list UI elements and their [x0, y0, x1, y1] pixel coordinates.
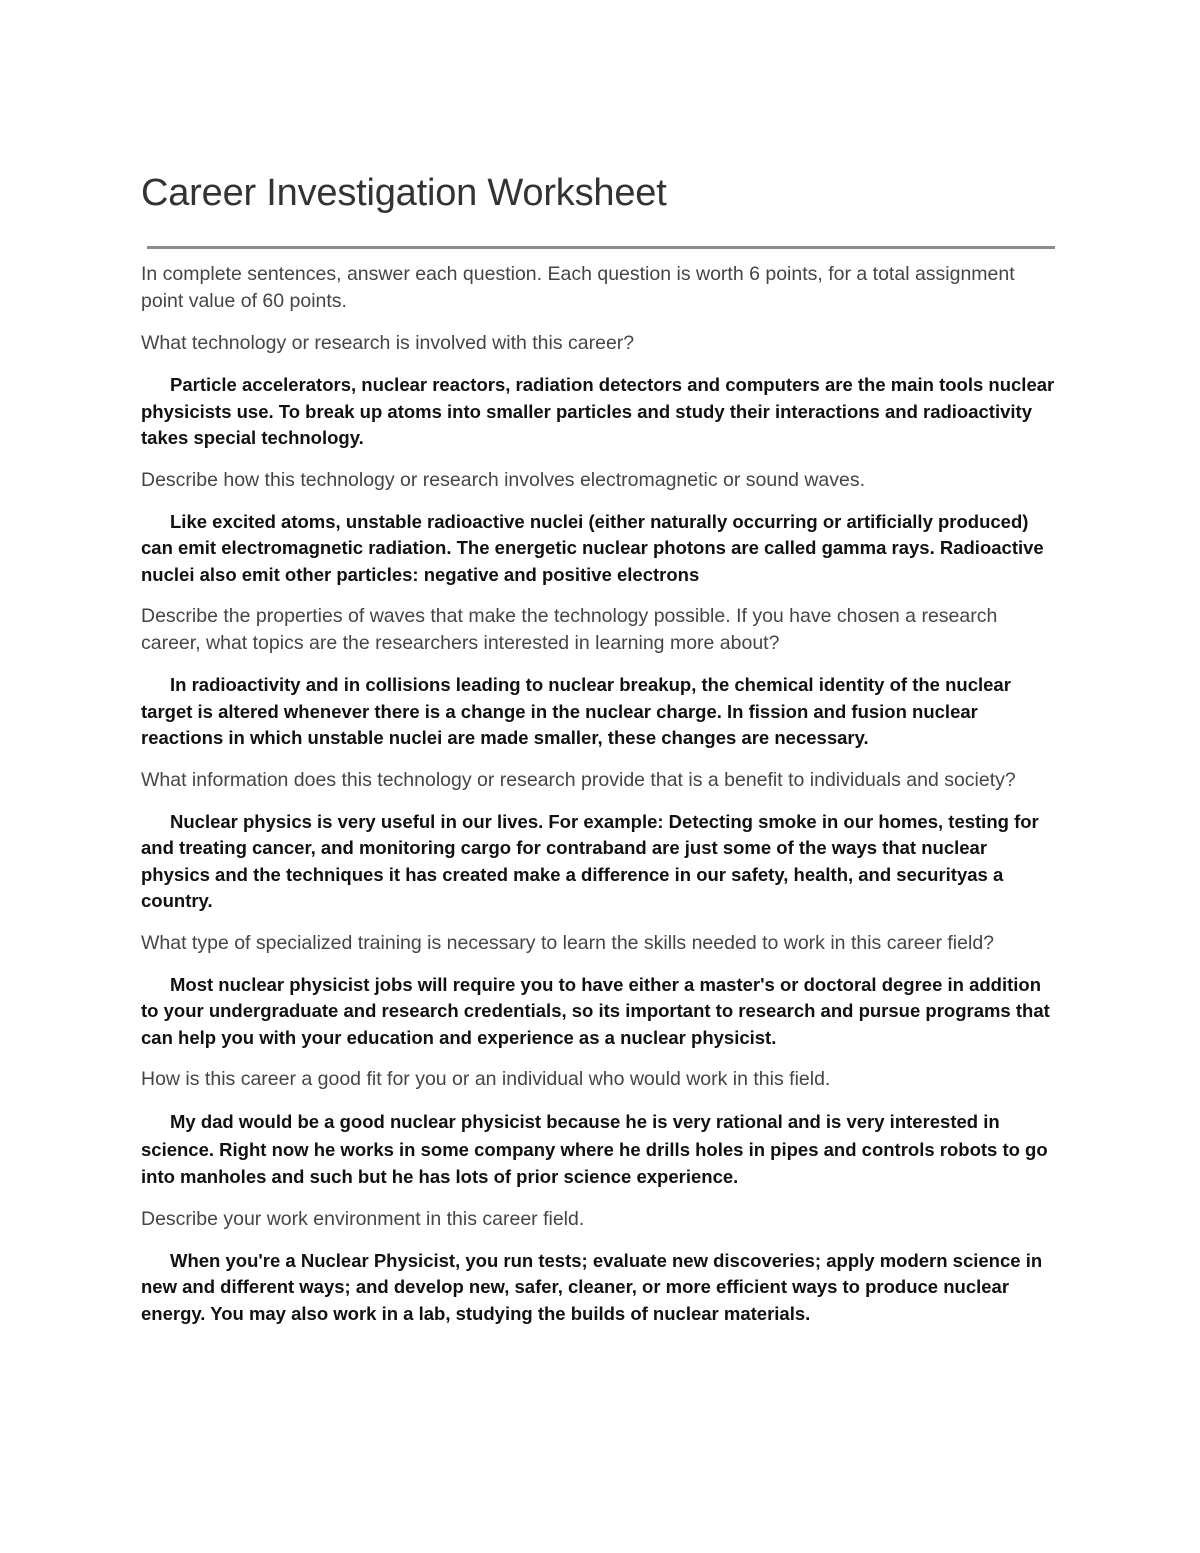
answer-7: When you're a Nuclear Physicist, you run tests; evaluate new discoveries; apply modern science in new and different ways; and develop new, safer, cleaner, or more efficient ways to produce nuclear energy. You may also work in a lab, studying the builds of nuclear materials. — [141, 1249, 1043, 1324]
question-6: How is this career a good fit for you or an individual who would work in this field. — [141, 1068, 831, 1090]
answer-5: Most nuclear physicist jobs will require you to have either a master's or doctoral degree in addition to your undergraduate and research credentials, so its important to research and pursue programs that can help you with your education and experience as a nuclear physicist. — [141, 973, 1050, 1048]
question-2: Describe how this technology or research involves electromagnetic or sound waves. — [141, 468, 866, 491]
answer-2: Like excited atoms, unstable radioactive nuclei (either naturally occurring or artificially produced) can emit electromagnetic radiation. The energetic nuclear photons are called gamma rays. Radioactive nuclei also emit other particles: negative and positive electrons — [141, 510, 1044, 585]
question-3: Describe the properties of waves that make the technology possible. If you have chosen a research career, what topics are the researchers interested in learning more about? — [141, 605, 998, 654]
question-7: Describe your work environment in this career field. — [141, 1207, 585, 1230]
answer-3: In radioactivity and in collisions leading to nuclear breakup, the chemical identity of the nuclear target is altered whenever there is a change in the nuclear charge. In fission and fusion nuclear reactions in which unstable nuclei are made smaller, these changes are necessary. — [141, 674, 1011, 748]
question-4: What information does this technology or research provide that is a benefit to individuals and society? — [141, 768, 1016, 791]
answer-4: Nuclear physics is very useful in our lives. For example: Detecting smoke in our homes, testing for and treating cancer, and monitoring cargo for contraband are just some of the ways that nuclear physics and the techniques it has created make a difference in our safety, health, and securityas a country. — [141, 810, 1039, 911]
page-title: Career Investigation Worksheet — [141, 172, 667, 214]
question-1: What technology or research is involved with this career? — [141, 332, 635, 354]
title-divider — [147, 246, 1055, 249]
question-5: What type of specialized training is necessary to learn the skills needed to work in this career field? — [141, 931, 995, 954]
answer-6: My dad would be a good nuclear physicist because he is very rational and is very interested in science. Right now he works in some company where he drills holes in pipes and controls robots to go into manholes and such but he has lots of prior science experience. — [141, 1111, 1048, 1187]
answer-1: Particle accelerators, nuclear reactors, radiation detectors and computers are the main tools nuclear physicists use. To break up atoms into smaller particles and study their interactions and radioactivity takes special technology. — [141, 374, 1055, 448]
worksheet-content — [141, 170, 1061, 1327]
instructions-text: In complete sentences, answer each question. Each question is worth 6 points, for a total assignment point value of 60 points. — [141, 263, 1015, 312]
